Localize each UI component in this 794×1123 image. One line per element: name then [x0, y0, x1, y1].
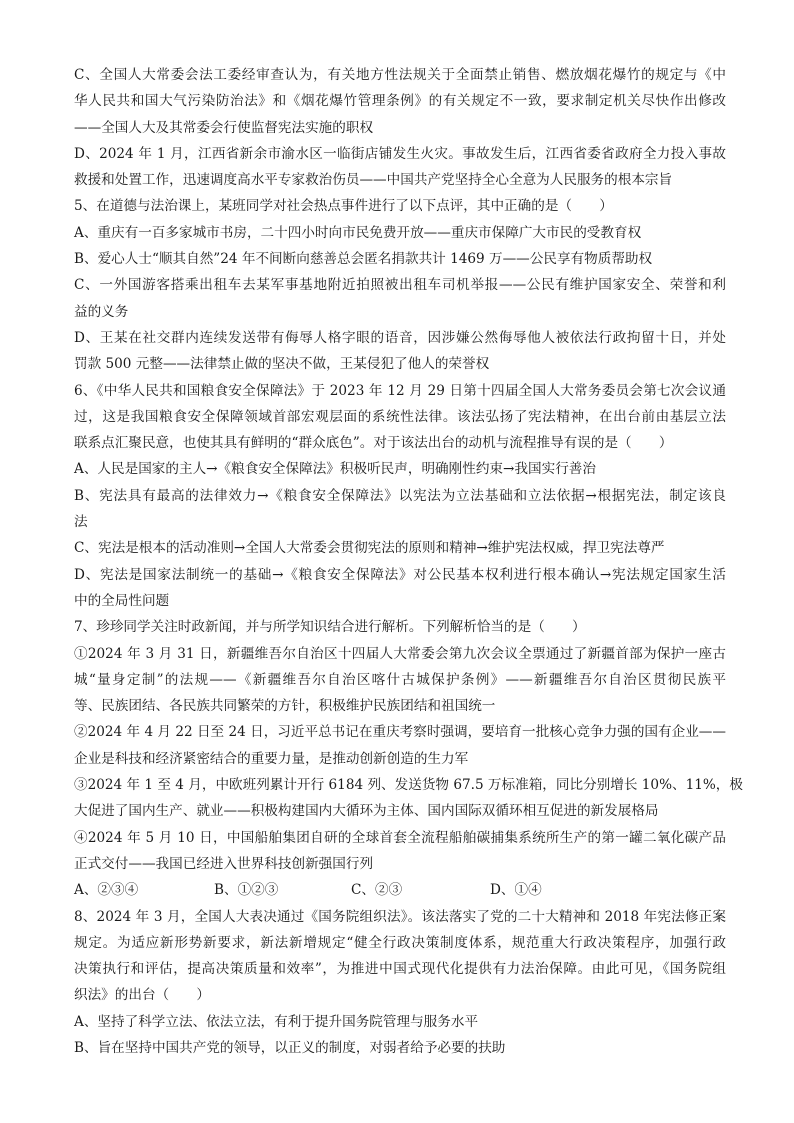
text-line: A、人民是国家的主人→《粮食安全保障法》积极听民声，明确刚性约束→我国实行善治 — [74, 461, 596, 478]
text-block-question-8 — [74, 904, 726, 1062]
text-line: ①2024 年 3 月 31 日，新疆维吾尔自治区十四届人大常委会第九次会议全票通过了新疆首部为保护一座古 — [74, 645, 726, 662]
text-line: D、王某在社交群内连续发送带有侮辱人格字眼的语音，因涉嫌公然侮辱他人被依法行政拘留十日，并处 — [74, 329, 726, 346]
text-block-questions-4-to-7 — [74, 62, 743, 877]
text-line: 等、民族团结、各民族共同繁荣的方针，积极维护民族团结和祖国统一 — [74, 698, 496, 715]
text-line: 决策执行和评估，提高决策质量和效率”，为推进中国式现代化提供有力法治保障。由此可见，《国务院组 — [74, 961, 726, 978]
q7-option-c: C、②③ — [351, 882, 403, 899]
text-line: D、2024 年 1 月，江西省新余市渝水区一临街店铺发生火灾。事故发生后，江西省委省政府全力投入事故 — [74, 145, 726, 162]
text-line: 6、《中华人民共和国粮食安全保障法》于 2023 年 12 月 29 日第十四届全国人大常务委员会第七次会议通 — [74, 382, 726, 399]
text-line: 规定。为适应新形势新要求，新法新增规定“健全行政决策制度体系，规范重大行政决策程序，加强行政 — [74, 934, 726, 951]
text-line: 大促进了国内生产、就业——积极构建国内大循环为主体、国内国际双循环相互促进的新发展格局 — [74, 803, 659, 820]
text-line: B、旨在坚持中国共产党的领导，以正义的制度，对弱者给予必要的扶助 — [74, 1039, 506, 1056]
q7-options-row — [74, 877, 726, 903]
q7-option-a: A、②③④ — [74, 882, 139, 899]
text-line: 华人民共和国大气污染防治法》和《烟花爆竹管理条例》的有关规定不一致，要求制定机关尽快作出修改 — [74, 93, 726, 110]
text-line: C、宪法是根本的活动准则→全国人大常委会贯彻宪法的原则和精神→维护宪法权威，捍卫宪法尊严 — [74, 540, 665, 557]
text-line: 织法》的出台（ ） — [74, 987, 210, 1004]
text-line: 正式交付——我国已经进入世界科技创新强国行列 — [74, 855, 374, 872]
text-line: ——全国人大及其常委会行使监督宪法实施的职权 — [74, 119, 374, 136]
text-line: 法 — [74, 514, 88, 531]
text-line: 救援和处置工作，迅速调度高水平专家救治伤员——中国共产党坚持全心全意为人民服务的根本宗旨 — [74, 172, 673, 189]
text-line: D、宪法是国家法制统一的基础→《粮食安全保障法》对公民基本权利进行根本确认→宪法规定国家生活 — [74, 566, 726, 583]
text-line: 城“量身定制”的法规——《新疆维吾尔自治区喀什古城保护条例》——新疆维吾尔自治区贯彻民族平 — [74, 671, 726, 688]
text-line: ③2024 年 1 至 4 月，中欧班列累计开行 6184 列、发送货物 67.5 万标准箱，同比分别增长 10%、11%，极 — [74, 777, 743, 794]
text-line: 5、在道德与法治课上，某班同学对社会热点事件进行了以下点评，其中正确的是（ ） — [74, 198, 613, 215]
text-line: C、全国人大常委会法工委经审查认为，有关地方性法规关于全面禁止销售、燃放烟花爆竹的规定与《中 — [74, 67, 726, 83]
text-line: ②2024 年 4 月 22 日至 24 日，习近平总书记在重庆考察时强调，要培育一批核心竞争力强的国有企业—— — [74, 724, 726, 741]
text-line: 7、珍珍同学关注时政新闻，并与所学知识结合进行解析。下列解析恰当的是（ ） — [74, 619, 586, 636]
document-body — [74, 62, 743, 1061]
text-line: 企业是科技和经济紧密结合的重要力量，是推动创新创造的生力军 — [74, 750, 469, 767]
text-line: B、宪法具有最高的法律效力→《粮食安全保障法》以宪法为立法基础和立法依据→根据宪法，制定该良 — [74, 487, 726, 504]
text-line: 过，这是我国粮食安全保障领域首部宏观层面的系统性法律。该法弘扬了宪法精神，在出台前由基层立法 — [74, 408, 726, 425]
q7-option-b: B、①②③ — [214, 882, 279, 899]
text-line: A、坚持了科学立法、依法立法，有利于提升国务院管理与服务水平 — [74, 1013, 479, 1030]
text-line: C、一外国游客搭乘出租车去某军事基地附近拍照被出租车司机举报——公民有维护国家安全、荣誉和利 — [74, 277, 726, 294]
text-line: 益的义务 — [74, 303, 129, 320]
text-line: 中的全局性问题 — [74, 592, 170, 609]
text-line: ④2024 年 5 月 10 日，中国船舶集团自研的全球首套全流程船舶碳捕集系统所生产的第一罐二氧化碳产品 — [74, 829, 726, 846]
text-line: 8、2024 年 3 月，全国人大表决通过《国务院组织法》。该法落实了党的二十大精神和 2018 年宪法修正案 — [74, 908, 726, 925]
text-line: B、爱心人士“顺其自然”24 年不间断向慈善总会匿名捐款共计 1469 万——公民享有物质帮助权 — [74, 251, 653, 268]
text-line: 罚款 500 元整——法律禁止做的坚决不做，王某侵犯了他人的荣誉权 — [74, 356, 490, 373]
q7-option-d: D、①④ — [490, 882, 542, 899]
text-line: A、重庆有一百多家城市书房，二十四小时向市民免费开放——重庆市保障广大市民的受教育权 — [74, 224, 642, 241]
text-line: 联系点汇聚民意，也使其具有鲜明的“群众底色”。对于该法出台的动机与流程推导有误的是（ ） — [74, 435, 673, 452]
